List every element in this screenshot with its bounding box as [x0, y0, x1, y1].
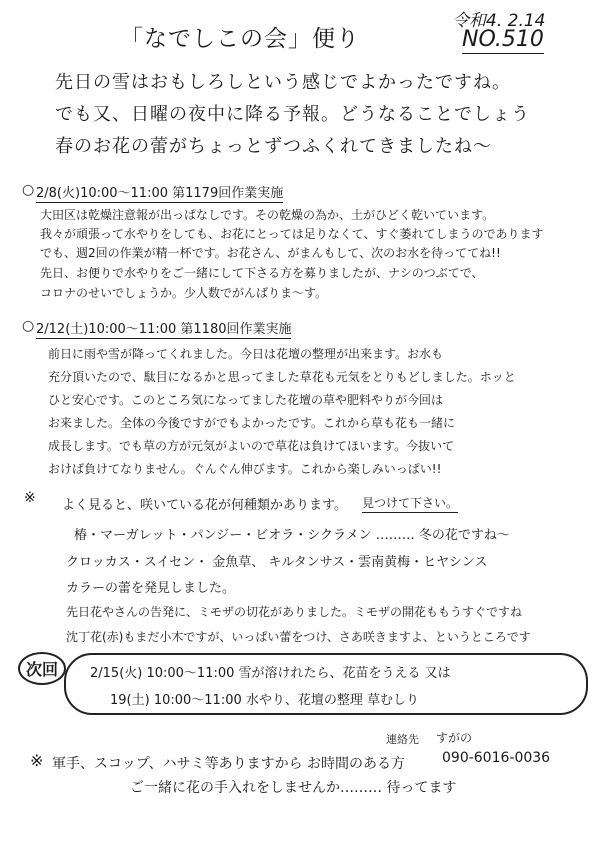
section-line: 大田区は乾燥注意報が出っぱなしです。その乾燥の為か、土がひどく乾いています。: [40, 208, 495, 222]
section-line: 我々が頑張って水やりをしても、お花にとっては足りなくて、すぐ萎れてしまうのであります: [40, 227, 544, 241]
issue-date: 令和4. 2.14: [452, 11, 546, 31]
section-line: でも、週2回の作業が精一杯です。お花さん、がまんもして、次のお水を待っててね!!: [40, 246, 501, 260]
section-line: 沈丁花(赤)もまだ小木ですが、いっぱい蕾をつけ、さあ咲きますよ、というところです: [66, 630, 531, 644]
section-line: 先日、お便りで水やりをご一緒にして下さる方を募りましたが、ナシのつぶてで、: [40, 266, 484, 280]
next-session-line: 19(土) 10:00〜11:00 水やり、花壇の整理 草むしり: [110, 693, 420, 708]
contact-label: 連絡先: [386, 733, 419, 746]
contact-name: すがの: [436, 731, 473, 745]
section-line: 先日花やさんの告発に、ミモザの切花がありました。ミモザの開花ももうすぐですね: [66, 605, 523, 619]
footer-line: ご一緒に花の手入れをしませんか……… 待ってます: [130, 780, 457, 796]
intro-line: 春のお花の蕾がちょっとずつふくれてきましたね〜: [55, 136, 492, 157]
section-line: カラーの蕾を発見しました。: [66, 581, 236, 596]
bullet-marker: ○: [22, 182, 35, 198]
section-line: ひと安心です。このところ気になってました花壇の草や肥料やりが今回は: [48, 393, 444, 407]
section-heading: 2/12(土)10:00〜11:00 第1180回作業実施: [36, 318, 291, 339]
section-heading: 2/8(火)10:00〜11:00 第1179回作業実施: [36, 182, 283, 203]
section-heading: よく見ると、咲いている花が何種類かあります。: [62, 498, 347, 513]
contact-phone: 090-6016-0036: [442, 750, 551, 766]
asterisk-marker: ※: [30, 751, 44, 770]
asterisk-marker: ※: [24, 490, 36, 506]
section-line: 椿・マーガレット・パンジー・ビオラ・シクラメン ……… 冬の花ですね〜: [74, 528, 510, 543]
section-line: お来ました。全体の今後ですがでもよかったです。これから草も花も一緒に: [48, 416, 456, 430]
next-session-badge: 次回: [18, 652, 66, 685]
intro-line: 先日の雪はおもしろしという感じでよかったですね。: [55, 72, 511, 93]
intro-line: でも又、日曜の夜中に降る予報。どうなることでしょう: [55, 104, 530, 125]
heading-note: 見つけて下さい。: [362, 494, 458, 513]
newsletter-title: 「なでしこの会」便り: [120, 26, 360, 52]
section-line: 充分頂いたので、駄目になるかと思ってました草花も元気をとりもどしました。ホッと: [48, 370, 516, 384]
footer-line: 軍手、スコップ、ハサミ等ありますから お時間のある方: [52, 756, 406, 772]
section-line: 成長します。でも草の方が元気がよいので草花は負けてほいます。今抜いて: [48, 439, 455, 453]
bullet-marker: ○: [22, 318, 35, 334]
section-line: コロナのせいでしょうか。少人数でがんばりま〜す。: [40, 286, 328, 300]
section-line: おけば負けてなりません。ぐんぐん伸びます。これから楽しみいっぱい!!: [48, 462, 442, 476]
next-session-line: 2/15(火) 10:00〜11:00 雪が溶けれたら、花苗をうえる 又は: [90, 666, 451, 681]
section-line: 前日に雨や雪が降ってくれました。今日は花壇の整理が出来ます。お水も: [48, 347, 444, 361]
issue-number: NO.510: [462, 27, 544, 52]
section-line: クロッカス・スイセン・ 金魚草、 キルタンサス・雲南黄梅・ヒヤシンス: [66, 555, 488, 570]
